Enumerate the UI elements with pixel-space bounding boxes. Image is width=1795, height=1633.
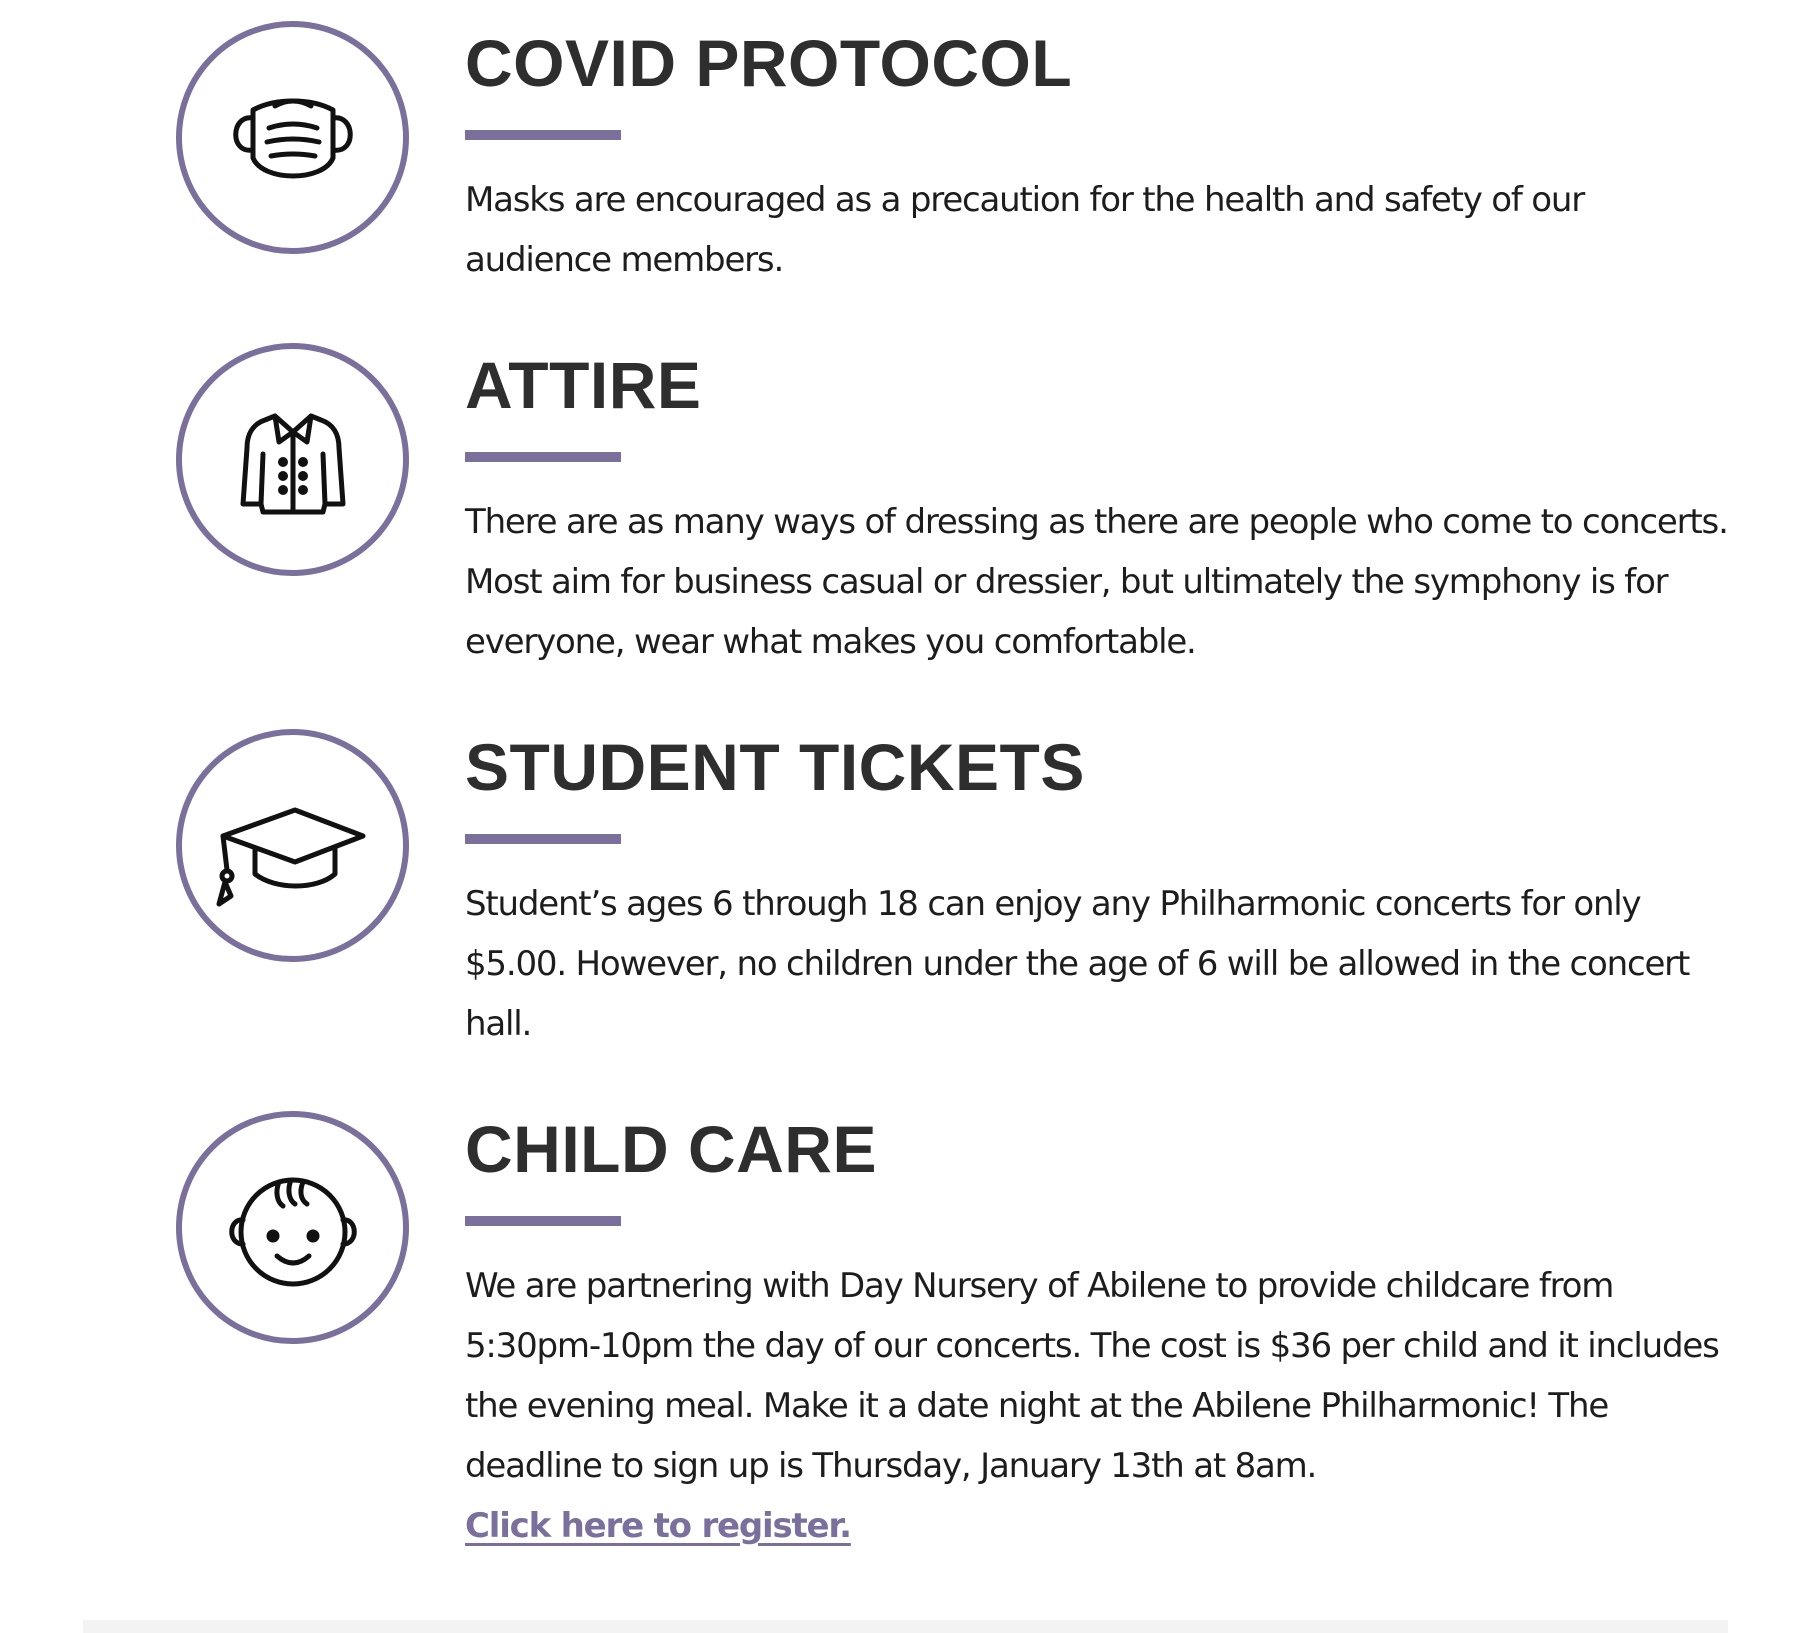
title-divider <box>465 452 621 462</box>
register-link[interactable]: Click here to register. <box>465 1506 851 1546</box>
covid-icon-circle <box>176 21 409 254</box>
section-title: CHILD CARE <box>465 1112 877 1186</box>
student-tickets-icon-circle <box>176 729 409 962</box>
baby-face-icon <box>213 1148 373 1308</box>
section-body: Student’s ages 6 through 18 can enjoy any Philharmonic concerts for only $5.00. However, no children under the age of 6 will be allowed in the concert hall. <box>465 884 1690 1044</box>
face-mask-icon <box>213 58 373 218</box>
student-tickets-content <box>465 727 1735 1054</box>
section-title: COVID PROTOCOL <box>465 26 1073 100</box>
covid-content <box>465 23 1735 290</box>
title-divider <box>465 1216 621 1226</box>
child-care-content <box>465 1109 1735 1556</box>
attire-icon-circle <box>176 343 409 576</box>
footer-divider <box>83 1620 1728 1633</box>
graduation-cap-icon <box>213 766 373 926</box>
title-divider <box>465 130 621 140</box>
title-divider <box>465 834 621 844</box>
section-body <box>465 1256 1735 1556</box>
section-body: There are as many ways of dressing as there are people who come to concerts. Most aim for business casual or dressier, but ultimately the symphony is for everyone, wear what makes you comfortable. <box>465 502 1728 662</box>
child-care-icon-circle <box>176 1111 409 1344</box>
child-care-body-text: We are partnering with Day Nursery of Abilene to provide childcare from 5:30pm-10pm the day of our concerts. The cost is $36 per child and it includes the evening meal. Make it a date night at the Abilene Philharmonic! The deadline to sign up is Thursday, January 13th at 8am. <box>465 1266 1719 1486</box>
attire-content <box>465 345 1735 672</box>
section-body: Masks are encouraged as a precaution for the health and safety of our audience members. <box>465 180 1585 280</box>
jacket-icon <box>213 380 373 540</box>
section-title: ATTIRE <box>465 348 702 422</box>
section-title: STUDENT TICKETS <box>465 730 1085 804</box>
